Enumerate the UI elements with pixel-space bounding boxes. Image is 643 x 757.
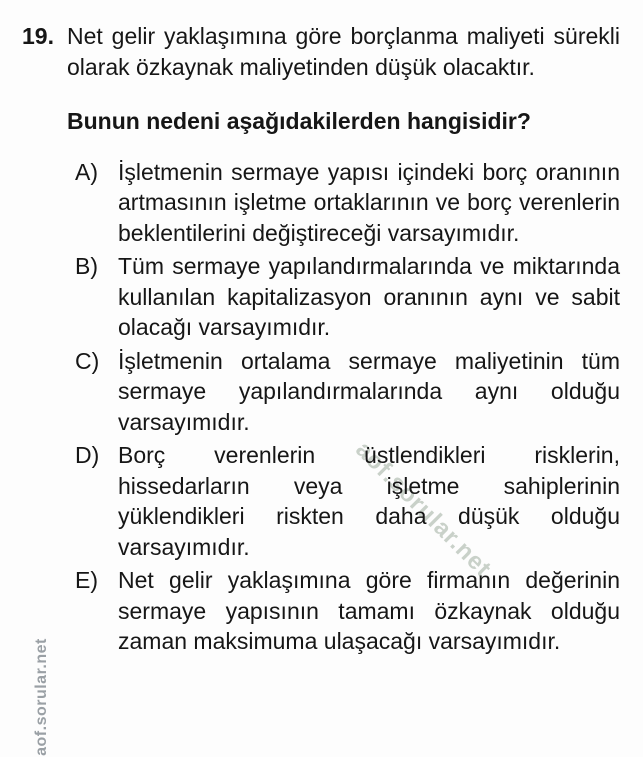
question-prompt: Bunun nedeni aşağıdakilerden hangisidir? bbox=[67, 108, 531, 134]
option-a bbox=[75, 157, 620, 249]
option-d-letter: D) bbox=[75, 442, 100, 468]
option-e bbox=[75, 565, 620, 657]
option-e-text: Net gelir yaklaşımına göre firmanın değerinin sermaye yapısının tamamı özkaynak olduğu zaman maksimuma ulaşacağı varsayımıdır. bbox=[118, 567, 620, 654]
options-list bbox=[22, 157, 620, 657]
option-e-letter: E) bbox=[75, 567, 98, 593]
option-d bbox=[75, 440, 620, 562]
option-c-letter: C) bbox=[75, 347, 100, 374]
watermark-vertical: aof.sorular.net bbox=[32, 638, 50, 756]
option-a-letter: A) bbox=[75, 158, 98, 185]
option-d-text: Borç verenlerin üstlendikleri risklerin, hissedarların veya işletme sahiplerinin yüklendikleri riskten daha düşük olduğu varsayımıdır. bbox=[118, 442, 620, 560]
question-number: 19. bbox=[22, 23, 54, 49]
option-a-text: İşletmenin sermaye yapısı içindeki borç oranının artmasının işletme ortaklarının ve borç verenlerin beklentilerini değiştireceği varsayımıdır. bbox=[118, 158, 620, 246]
watermark-diagonal: aof.sorular.net bbox=[350, 436, 497, 583]
option-b-text: Tüm sermaye yapılandırmalarında ve miktarında kullanılan kapitalizasyon oranının aynı ve sabit olacağı varsayımıdır. bbox=[118, 253, 620, 340]
option-c-text: İşletmenin ortalama sermaye maliyetinin tüm sermaye yapılandırmalarında aynı olduğu varsayımıdır. bbox=[118, 347, 620, 435]
option-b bbox=[75, 251, 620, 343]
option-c bbox=[75, 346, 620, 438]
question-block bbox=[22, 21, 620, 82]
question-text: Net gelir yaklaşımına göre borçlanma maliyeti sürekli olarak özkaynak maliyetinden düşük olacaktır. bbox=[67, 23, 620, 80]
option-b-letter: B) bbox=[75, 253, 98, 279]
